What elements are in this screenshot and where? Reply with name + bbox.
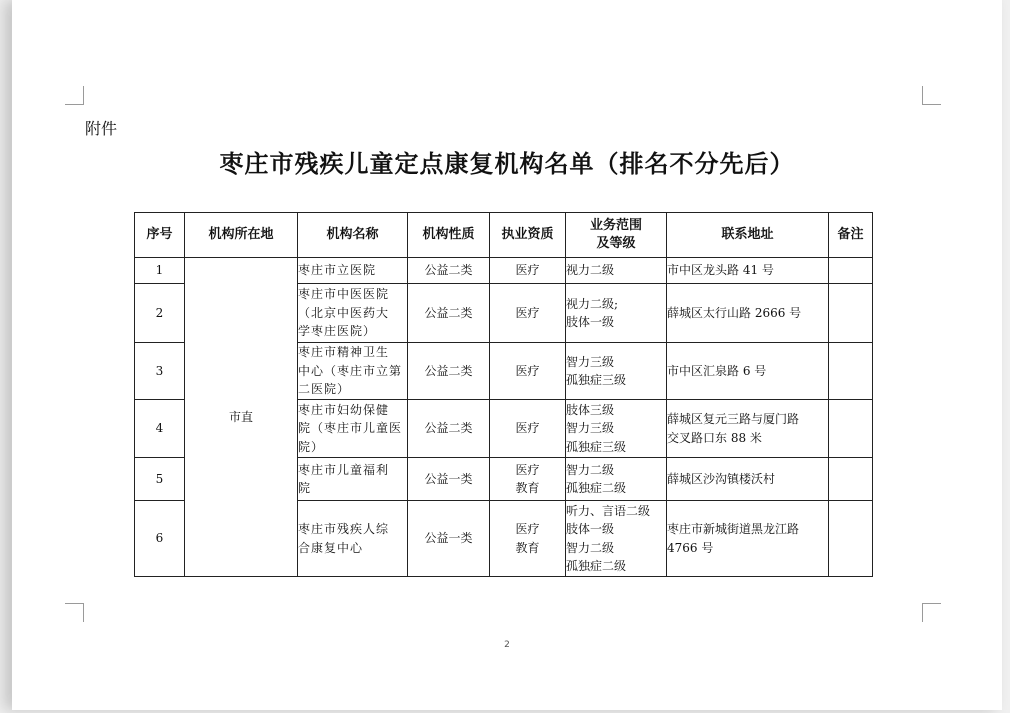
cell-remark — [829, 343, 873, 400]
cell-name: 枣庄市立医院 — [298, 258, 408, 284]
cell-nature: 公益一类 — [408, 501, 490, 577]
cell-address: 市中区龙头路 41 号 — [667, 258, 829, 284]
page-number: 2 — [504, 640, 510, 650]
institution-table — [134, 212, 873, 577]
cell-no: 6 — [135, 501, 185, 577]
cell-address: 枣庄市新城街道黑龙江路 4766 号 — [667, 501, 829, 577]
cell-address: 薛城区太行山路 2666 号 — [667, 284, 829, 343]
cell-name: 枣庄市中医医院 （北京中医药大 学枣庄医院） — [298, 284, 408, 343]
cell-name: 枣庄市精神卫生 中心（枣庄市立第 二医院） — [298, 343, 408, 400]
cell-remark — [829, 458, 873, 501]
cell-no: 4 — [135, 400, 185, 458]
cell-remark — [829, 284, 873, 343]
cell-scope: 视力二级; 肢体一级 — [566, 284, 667, 343]
cell-nature: 公益二类 — [408, 343, 490, 400]
cell-qualification: 医疗 — [490, 343, 566, 400]
cell-qualification: 医疗 教育 — [490, 501, 566, 577]
cell-scope: 智力二级 孤独症二级 — [566, 458, 667, 501]
cell-name: 枣庄市残疾人综 合康复中心 — [298, 501, 408, 577]
crop-mark-bottom-left — [65, 603, 84, 622]
cell-remark — [829, 400, 873, 458]
cell-qualification: 医疗 教育 — [490, 458, 566, 501]
cell-nature: 公益二类 — [408, 400, 490, 458]
cell-name: 枣庄市儿童福利 院 — [298, 458, 408, 501]
cell-qualification: 医疗 — [490, 284, 566, 343]
crop-mark-top-right — [922, 86, 941, 105]
cell-qualification: 医疗 — [490, 258, 566, 284]
header-address: 联系地址 — [667, 213, 829, 258]
crop-mark-bottom-right — [922, 603, 941, 622]
cell-scope: 视力二级 — [566, 258, 667, 284]
document-title: 枣庄市残疾儿童定点康复机构名单（排名不分先后） — [219, 149, 795, 178]
cell-no: 3 — [135, 343, 185, 400]
cell-no: 1 — [135, 258, 185, 284]
document-page — [12, 0, 1002, 710]
header-scope: 业务范围 及等级 — [566, 213, 667, 258]
header-location: 机构所在地 — [185, 213, 298, 258]
cell-nature: 公益二类 — [408, 284, 490, 343]
attachment-label: 附件 — [85, 119, 118, 138]
cell-address: 市中区汇泉路 6 号 — [667, 343, 829, 400]
header-nature: 机构性质 — [408, 213, 490, 258]
table-row — [135, 258, 873, 284]
header-no: 序号 — [135, 213, 185, 258]
cell-remark — [829, 501, 873, 577]
header-qualification: 执业资质 — [490, 213, 566, 258]
cell-scope: 听力、言语二级 肢体一级 智力二级 孤独症二级 — [566, 501, 667, 577]
cell-qualification: 医疗 — [490, 400, 566, 458]
cell-address: 薛城区复元三路与厦门路 交叉路口东 88 米 — [667, 400, 829, 458]
cell-name: 枣庄市妇幼保健 院（枣庄市儿童医 院） — [298, 400, 408, 458]
cell-scope: 肢体三级 智力三级 孤独症三级 — [566, 400, 667, 458]
header-name: 机构名称 — [298, 213, 408, 258]
table-header-row — [135, 213, 873, 258]
crop-mark-top-left — [65, 86, 84, 105]
cell-no: 2 — [135, 284, 185, 343]
cell-no: 5 — [135, 458, 185, 501]
cell-nature: 公益一类 — [408, 458, 490, 501]
cell-scope: 智力三级 孤独症三级 — [566, 343, 667, 400]
cell-nature: 公益二类 — [408, 258, 490, 284]
cell-location: 市直 — [185, 258, 298, 577]
header-remark: 备注 — [829, 213, 873, 258]
cell-remark — [829, 258, 873, 284]
cell-address: 薛城区沙沟镇楼沃村 — [667, 458, 829, 501]
